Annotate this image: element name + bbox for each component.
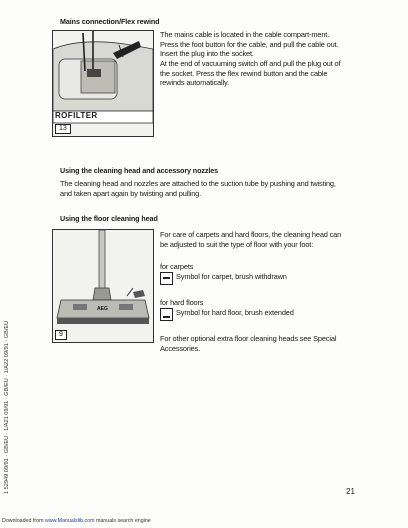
heading-cleaning-head-nozzles: Using the cleaning head and accessory nozzles	[60, 166, 219, 175]
floor-intro-paragraph: For care of carpets and hard floors, the cleaning head can be adjusted to suit the type of floor with your foot:	[160, 230, 342, 249]
document-side-code: 1 52949 09/91 · GB/EU · 1/A21 09/91 · GB/EU · 1/A22 09/91 · GB/EU	[4, 320, 10, 494]
page-number: 21	[346, 487, 355, 496]
figure-filter-label: ROFILTER	[55, 111, 98, 120]
figure-number-9: 9	[55, 330, 67, 340]
other-heads-paragraph: For other optional extra floor cleaning heads see Special Accessories.	[160, 334, 337, 353]
hardfloors-label: for hard floors	[160, 298, 204, 307]
hard-floor-symbol-text: Symbol for hard floor, brush extended	[176, 308, 294, 317]
footer-prefix: Downloaded from	[2, 518, 44, 524]
figure-floor-cleaning-head	[52, 229, 154, 343]
hard-floor-symbol-icon	[160, 308, 173, 321]
footer-suffix: manuals search engine	[95, 518, 151, 524]
mains-paragraph-1: The mains cable is located in the cable compart-ment. Press the foot button for the cable, and pull the cable out. Insert the plug into the socket.	[160, 30, 339, 59]
figure-number-13: 13	[55, 124, 71, 134]
floor-head-illustration	[53, 230, 153, 342]
download-footer	[2, 518, 151, 524]
heading-floor-cleaning-head: Using the floor cleaning head	[60, 214, 158, 223]
nozzles-paragraph: The cleaning head and nozzles are attached to the suction tube by pushing and twisting, and taken apart again by twisting and pulling.	[60, 179, 336, 198]
mains-paragraph-2: At the end of vacuuming switch off and pull the plug out of the socket. Press the flex rewind button and the cable rewinds automatically.	[160, 59, 341, 88]
carpet-symbol-text: Symbol for carpet, brush withdrawn	[176, 272, 287, 281]
carpet-symbol-icon	[160, 272, 173, 285]
figure-cable-compartment	[52, 30, 154, 137]
footer-site-link[interactable]: www.Manualslib.com	[45, 518, 95, 524]
vacuum-cable-illustration	[53, 31, 153, 136]
heading-mains-connection: Mains connection/Flex rewind	[60, 17, 160, 26]
carpets-label: for carpets	[160, 262, 194, 271]
figure-brand-label: AEG	[97, 306, 108, 312]
